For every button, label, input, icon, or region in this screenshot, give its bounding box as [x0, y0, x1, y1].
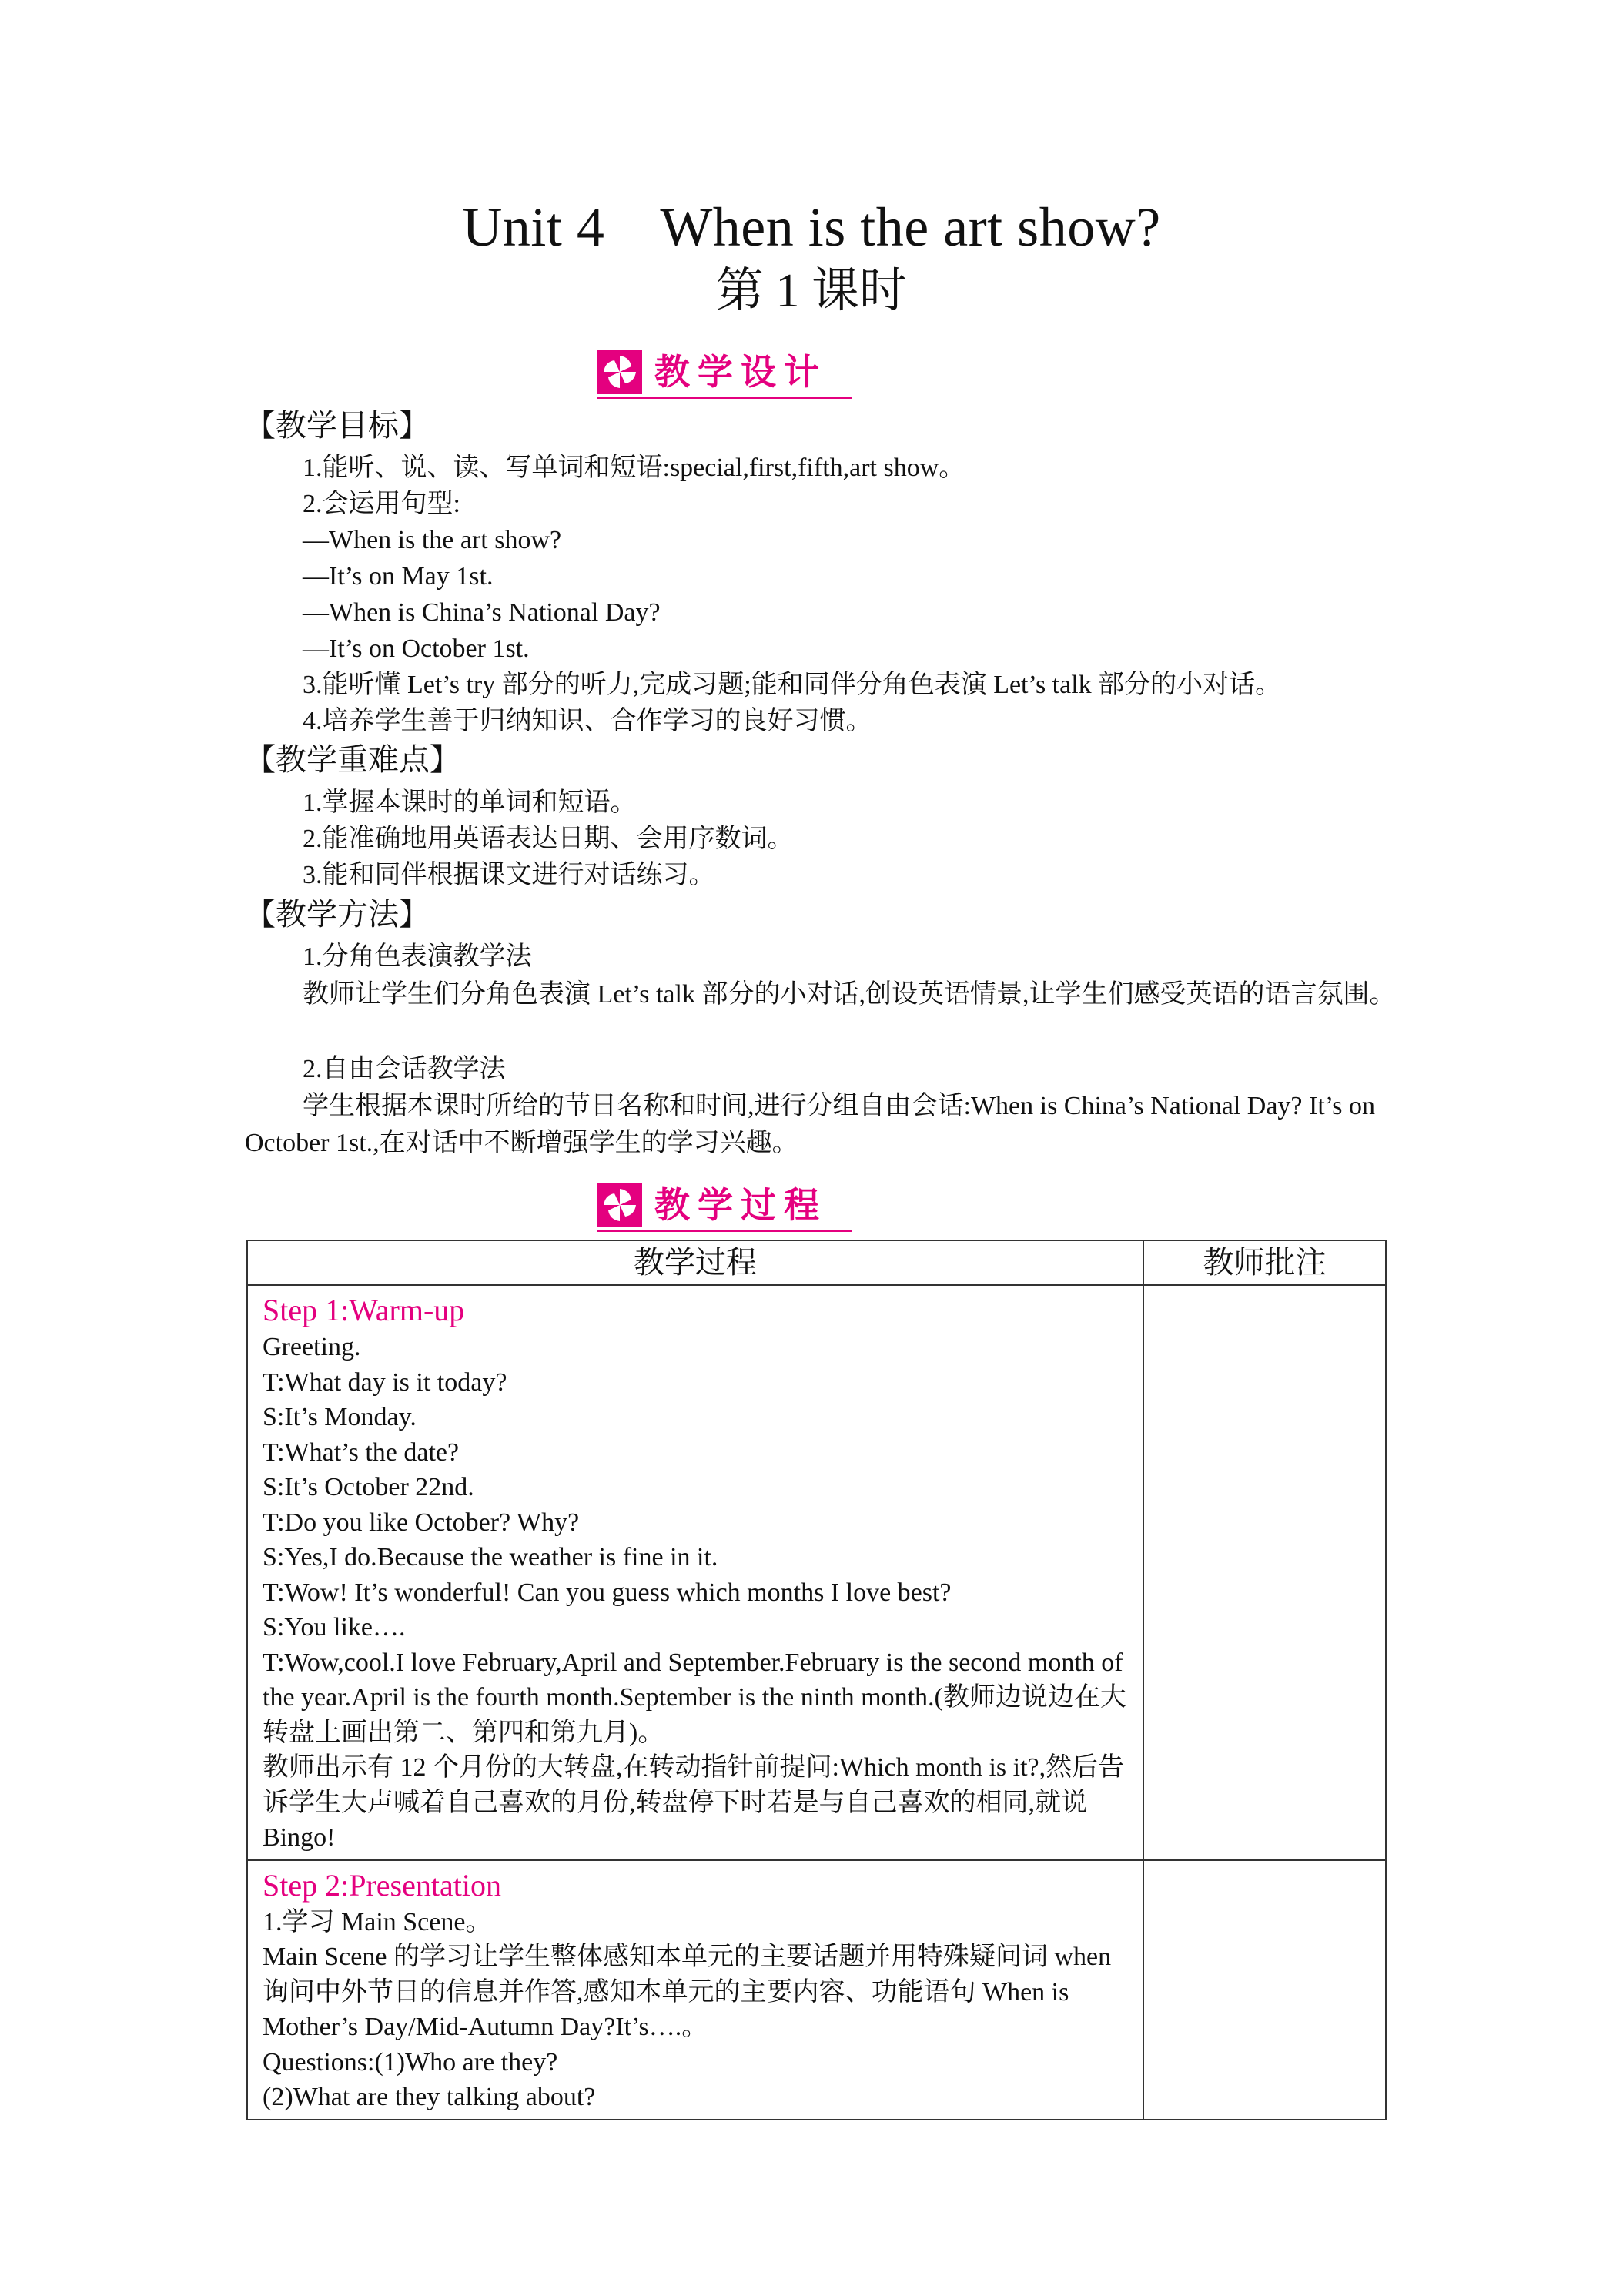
banner-underline [597, 397, 852, 399]
keypoints-heading: 【教学重难点】 [245, 742, 460, 777]
dialogue-line: S:It’s October 22nd. [263, 1473, 474, 1501]
method-description: 教师让学生们分角色表演 Let’s talk 部分的小对话,创设英语情景,让学生们感受英语的语言氛围。 [303, 980, 1396, 1009]
dialogue-line: T:Wow! It’s wonderful! Can you guess which months I love best? [263, 1578, 952, 1607]
unit-number: Unit 4 [462, 196, 605, 258]
instruction-text: Main Scene 的学习让学生整体感知本单元的主要话题并用特殊疑问词 when 询问中外节日的信息并作答,感知本单元的主要内容、功能语句 When is Mother’s Day/Mid-Autumn Day?It’s….。 [263, 1943, 1112, 2041]
method-title: 1.分角色表演教学法 [303, 942, 532, 971]
keypoint-item: 1.掌握本课时的单词和短语。 [303, 788, 637, 817]
keypoint-item: 2.能准确地用英语表达日期、会用序数词。 [303, 825, 794, 853]
objectives-heading: 【教学目标】 [245, 408, 430, 443]
banner-design-text: 教学设计 [654, 351, 827, 393]
header-process: 教学过程 [247, 1240, 1143, 1285]
objective-item: 4.培养学生善于归纳知识、合作学习的良好习惯。 [303, 707, 872, 735]
objective-item: 2.会运用句型: [303, 490, 460, 518]
methods-heading: 【教学方法】 [245, 897, 430, 932]
step2-title: Step 2:Presentation [263, 1867, 501, 1903]
banner-design [597, 345, 852, 399]
banner-underline [597, 1230, 852, 1232]
dialogue-line: S:It’s Monday. [263, 1403, 417, 1431]
dialogue-line: T:Do you like October? Why? [263, 1508, 580, 1537]
dialogue-line: T:What day is it today? [263, 1367, 507, 1397]
method-description: 学生根据本课时所给的节日名称和时间,进行分组自由会话:When is China’s National Day? It’s on October 1st.,在对话中不断增强学生的学习兴趣。 [245, 1092, 1375, 1157]
step1-title: Step 1:Warm-up [263, 1293, 465, 1327]
table-row [247, 1285, 1386, 1860]
dialogue-line: S:You like…. [263, 1613, 406, 1642]
step1-notes-cell [1143, 1285, 1386, 1860]
method-title: 2.自由会话教学法 [303, 1055, 506, 1083]
instruction-text: 教师出示有 12 个月份的大转盘,在转动指针前提问:Which month is it?,然后告诉学生大声喊着自己喜欢的月份,转盘停下时若是与自己喜欢的相同,就说 Bingo! [263, 1753, 1125, 1852]
process-table [246, 1240, 1387, 2120]
question-line: Questions:(1)Who are they? [263, 2047, 558, 2077]
banner-process-text: 教学过程 [654, 1184, 827, 1226]
step2-cell [247, 1860, 1143, 2120]
pinwheel-logo-icon [597, 350, 642, 394]
dialogue-line: T:What’s the date? [263, 1438, 460, 1467]
instruction-text: 1.学习 Main Scene。 [263, 1907, 492, 1936]
lesson-title: 第 1 课时 [715, 265, 907, 317]
table-header-row [247, 1240, 1386, 1285]
dialogue-line: T:Wow,cool.I love February,April and September.February is the second month of the year.April is the fourth month.September is the ninth month.(教师边说边在大转盘上画出第二、第四和第九月)。 [263, 1648, 1126, 1747]
keypoint-item: 3.能和同伴根据课文进行对话练习。 [303, 861, 715, 889]
dialogue-line: Greeting. [263, 1333, 361, 1361]
objective-item: —It’s on May 1st. [303, 562, 494, 591]
objective-item: —When is China’s National Day? [303, 598, 661, 627]
objective-item: 1.能听、说、读、写单词和短语:special,first,fifth,art show。 [303, 454, 965, 482]
header-teacher-notes: 教师批注 [1143, 1240, 1386, 1285]
banner-process [597, 1178, 852, 1232]
objective-item: 3.能听懂 Let’s try 部分的听力,完成习题;能和同伴分角色表演 Let’s talk 部分的小对话。 [303, 671, 1282, 699]
objective-item: —It’s on October 1st. [303, 634, 530, 663]
dialogue-line: S:Yes,I do.Because the weather is fine in it. [263, 1543, 718, 1571]
question-line: (2)What are they talking about? [263, 2083, 596, 2111]
step2-notes-cell [1143, 1860, 1386, 2120]
table-row [247, 1860, 1386, 2120]
step1-cell [247, 1285, 1143, 1860]
objective-item: —When is the art show? [303, 526, 562, 554]
unit-question: When is the art show? [660, 196, 1161, 258]
pinwheel-logo-icon [597, 1183, 642, 1227]
unit-title [0, 192, 1623, 262]
